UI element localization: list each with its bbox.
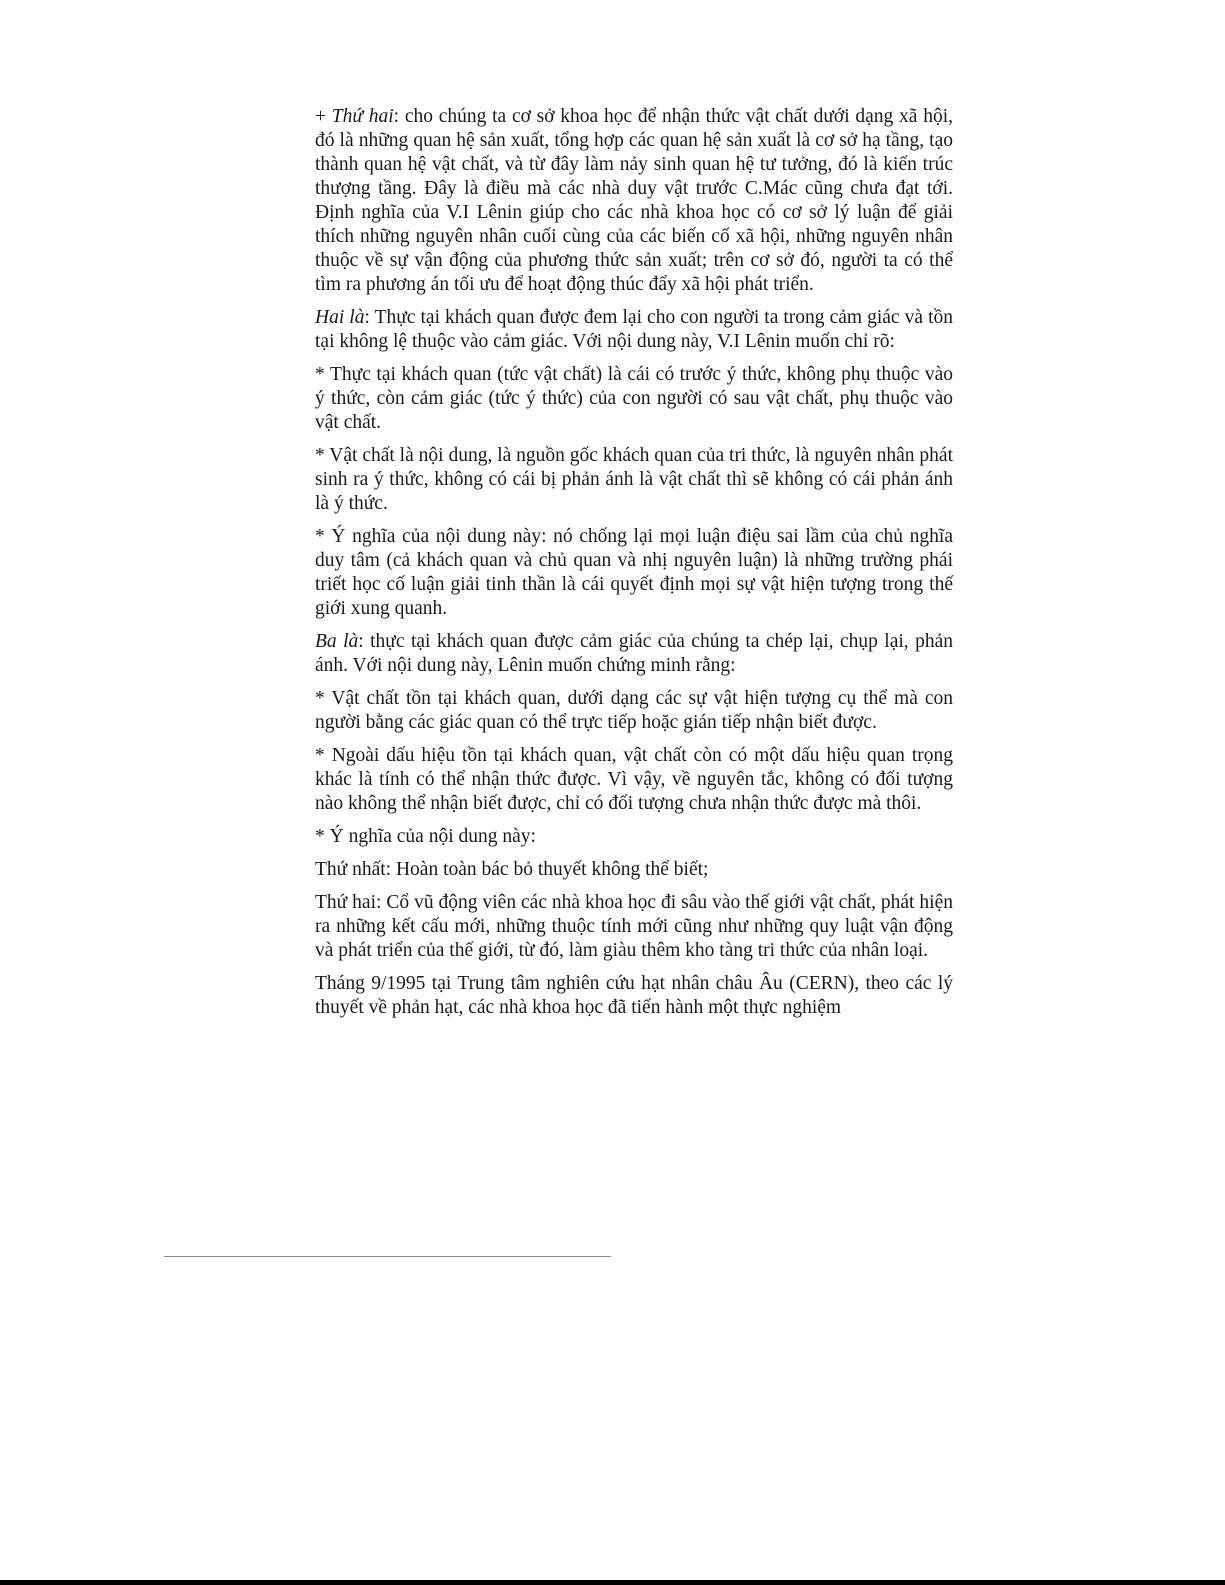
paragraph-bullet-ton-tai [315,687,953,735]
paragraph-cern [315,972,953,1020]
paragraph-text: * Ý nghĩa của nội dung này: nó chống lại mọi luận điệu sai lầm của chủ nghĩa duy tâm (cả khách quan và chủ quan và nhị nguyên luận) là những trường phái triết học cố luận giải tinh thần là cái quyết định mọi sự vật hiện tượng trong thế giới xung quanh. [315,526,953,619]
paragraph-text: : Thực tại khách quan được đem lại cho con người ta trong cảm giác và tồn tại không lệ thuộc vào cảm giác. Với nội dung này, V.I Lênin muốn chỉ rõ: [315,307,953,352]
body-text [315,105,953,1029]
paragraph-text: * Vật chất là nội dung, là nguồn gốc khách quan của tri thức, là nguyên nhân phát sinh ra ý thức, không có cái bị phản ánh là vật chất thì sẽ không có cái phản ánh là ý thức. [315,445,953,514]
paragraph-text: Thứ hai: Cổ vũ động viên các nhà khoa học đi sâu vào thế giới vật chất, phát hiện ra những kết cấu mới, những thuộc tính mới cũng như những quy luật vận động và phát triển của thế giới, từ đó, làm giàu thêm kho tàng tri thức của nhân loại. [315,892,953,961]
paragraph-term: Hai là [315,307,365,328]
paragraph-text: * Ý nghĩa của nội dung này: [315,826,536,847]
paragraph-thu-nhat [315,858,953,882]
paragraph-ba-la [315,630,953,678]
paragraph-text: : thực tại khách quan được cảm giác của chúng ta chép lại, chụp lại, phản ánh. Với nội dung này, Lênin muốn chứng minh rằng: [315,631,953,676]
paragraph-text: : cho chúng ta cơ sở khoa học để nhận thức vật chất dưới dạng xã hội, đó là những quan hệ sản xuất, tổng hợp các quan hệ sản xuất là cơ sở hạ tầng, tạo thành quan hệ vật chất, và từ đây làm nảy sinh quan hệ tư tưởng, đó là kiến trúc thượng tầng. Đây là điều mà các nhà duy vật trước C.Mác cũng chưa đạt tới. Định nghĩa của V.I Lênin giúp cho các nhà khoa học có cơ sở lý luận để giải thích những nguyên nhân cuối cùng của các biến cố xã hội, những nguyên nhân thuộc về sự vận động của phương thức sản xuất; trên cơ sở đó, người ta có thể tìm ra phương án tối ưu để hoạt động thúc đẩy xã hội phát triển. [315,106,953,295]
paragraph-thu-hai-2 [315,891,953,963]
paragraph-bullet-y-nghia-2 [315,825,953,849]
paragraph-term: Thứ hai [331,106,394,127]
paragraph-bullet-thuc-tai [315,363,953,435]
paragraph-bullet-y-nghia-1 [315,525,953,621]
paragraph-text: Thứ nhất: Hoàn toàn bác bỏ thuyết không thể biết; [315,859,709,880]
paragraph-text: Tháng 9/1995 tại Trung tâm nghiên cứu hạt nhân châu Âu (CERN), theo các lý thuyết về phản hạt, các nhà khoa học đã tiến hành một thực nghiệm [315,973,953,1018]
paragraph-lead: + [315,106,332,127]
paragraph-hai-la [315,306,953,354]
page-bottom-edge [0,1580,1225,1585]
paragraph-thu-hai [315,105,953,297]
footnote-separator [164,1256,611,1257]
paragraph-term: Ba là [315,631,359,652]
paragraph-text: * Thực tại khách quan (tức vật chất) là cái có trước ý thức, không phụ thuộc vào ý thức, còn cảm giác (tức ý thức) của con người có sau vật chất, phụ thuộc vào vật chất. [315,364,953,433]
paragraph-bullet-dau-hieu [315,744,953,816]
paragraph-text: * Ngoài dấu hiệu tồn tại khách quan, vật chất còn có một dấu hiệu quan trọng khác là tính có thể nhận thức được. Vì vậy, về nguyên tắc, không có đối tượng nào không thể nhận biết được, chỉ có đối tượng chưa nhận thức được mà thôi. [315,745,953,814]
paragraph-bullet-vat-chat-noi-dung [315,444,953,516]
paragraph-text: * Vật chất tồn tại khách quan, dưới dạng các sự vật hiện tượng cụ thể mà con người bằng các giác quan có thể trực tiếp hoặc gián tiếp nhận biết được. [315,688,953,733]
